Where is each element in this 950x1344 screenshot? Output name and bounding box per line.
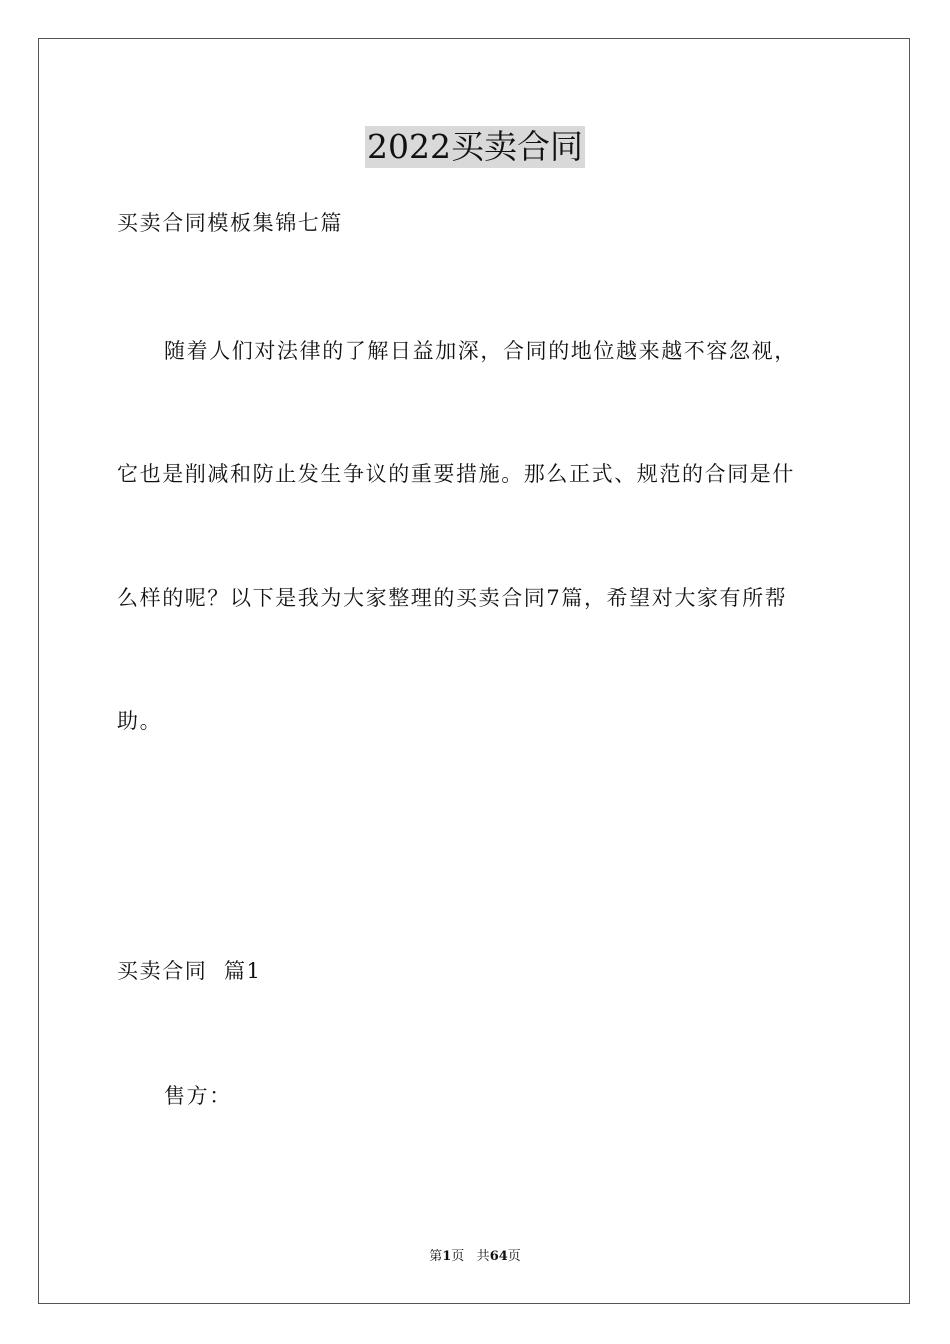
- document-subtitle: 买卖合同模板集锦七篇: [117, 211, 343, 235]
- section-heading: 买卖合同 篇1: [117, 959, 262, 983]
- footer-total-suffix: 页: [507, 1249, 521, 1264]
- intro-line-1: 随着人们对法律的了解日益加深，合同的地位越来越不容忽视，: [164, 339, 797, 363]
- footer-total-prefix: 共: [476, 1249, 490, 1264]
- footer-prefix: 第: [429, 1249, 443, 1264]
- title-container: [0, 126, 950, 168]
- seller-label: 售方：: [164, 1084, 232, 1108]
- footer-page-number: 1: [442, 1249, 452, 1264]
- footer-page-suffix: 页: [451, 1249, 465, 1264]
- intro-line-4: 助。: [117, 709, 163, 733]
- intro-line-3: 么样的呢？以下是我为大家整理的买卖合同7篇，希望对大家有所帮: [117, 586, 788, 610]
- intro-line-2: 它也是削减和防止发生争议的重要措施。那么正式、规范的合同是什: [117, 462, 795, 486]
- footer-total-pages: 64: [489, 1249, 508, 1264]
- page-footer: [0, 1247, 950, 1267]
- document-title: 2022买卖合同: [367, 127, 583, 166]
